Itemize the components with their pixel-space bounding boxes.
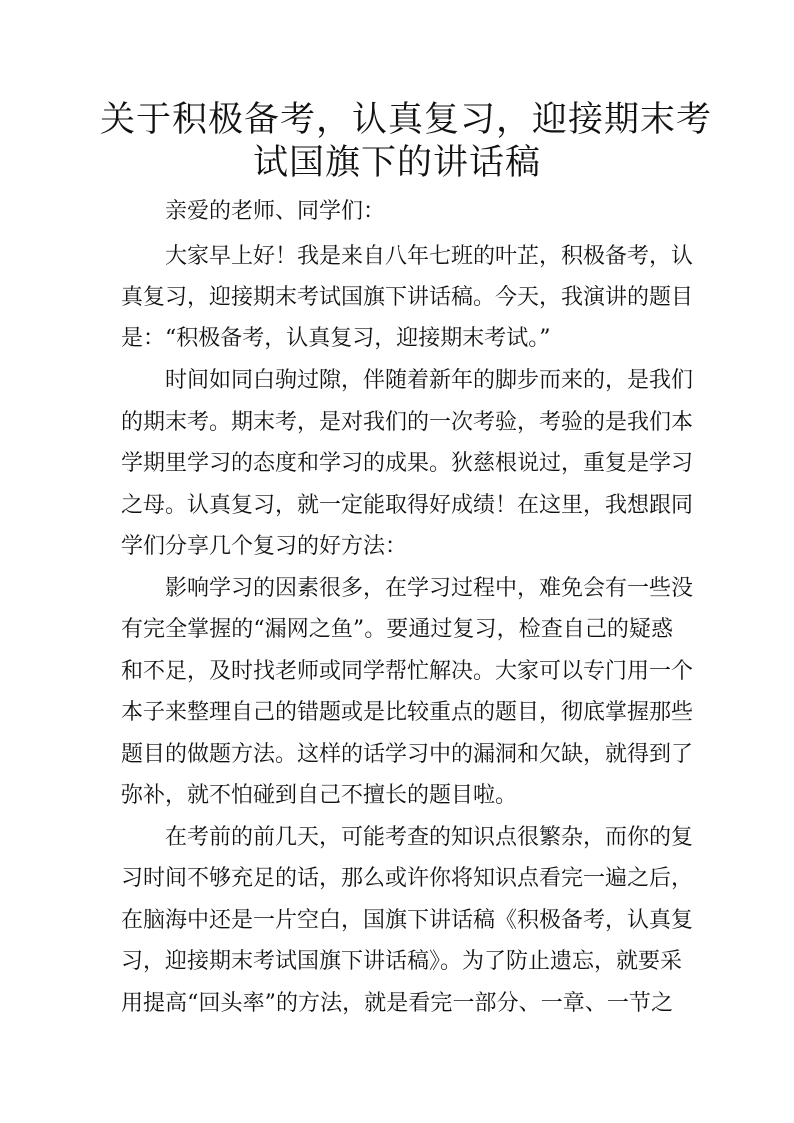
paragraph-line: 是：“积极备考，认真复习，迎接期末考试。”	[121, 326, 551, 351]
paragraph-line: 大家早上好！我是来自八年七班的叶芷，积极备考，认	[165, 244, 694, 269]
paragraph-line: 本子来整理自己的错题或是比较重点的题目，彻底掌握那些	[121, 700, 694, 725]
paragraph-line: 之母。认真复习，就一定能取得好成绩！在这里，我想跟同	[121, 493, 694, 518]
paragraph-line: 和不足，及时找老师或同学帮忙解决。大家可以专门用一个	[121, 659, 694, 684]
paragraph-line: 学期里学习的态度和学习的成果。狄慈根说过，重复是学习	[121, 451, 694, 476]
paragraph-line: 弥补，就不怕碰到自己不擅长的题目啦。	[121, 783, 518, 808]
paragraph-line: 时间如同白驹过隙，伴随着新年的脚步而来的，是我们	[165, 368, 694, 393]
paragraph-line: 有完全掌握的“漏网之鱼”。要通过复习，检查自己的疑惑	[121, 617, 673, 642]
paragraph-line: 在考前的前几天，可能考查的知识点很繁杂，而你的复	[165, 825, 694, 850]
paragraph-line: 真复习，迎接期末考试国旗下讲话稿。今天，我演讲的题目	[121, 285, 694, 310]
paragraph-line: 习，迎接期末考试国旗下讲话稿》。为了防止遗忘，就要采	[121, 949, 683, 974]
paragraph-line: 在脑海中还是一片空白，国旗下讲话稿《积极备考，认真复	[121, 908, 694, 933]
greeting-line: 亲爱的老师、同学们：	[165, 199, 386, 224]
paragraph-line: 学们分享几个复习的好方法：	[121, 534, 408, 559]
paragraph-line: 影响学习的因素很多，在学习过程中，难免会有一些没	[165, 576, 694, 601]
document-title-line-1: 关于积极备考，认真复习，迎接期末考	[100, 100, 713, 140]
document-title-line-2: 试国旗下的讲话稿	[252, 143, 541, 183]
paragraph-line: 习时间不够充足的话，那么或许你将知识点看完一遍之后，	[121, 866, 694, 891]
paragraph-line: 的期末考。期末考，是对我们的一次考验，考验的是我们本	[121, 410, 694, 435]
paragraph-line: 用提高“回头率”的方法，就是看完一部分、一章、一节之	[121, 991, 673, 1016]
paragraph-line: 题目的做题方法。这样的话学习中的漏洞和欠缺，就得到了	[121, 742, 694, 767]
